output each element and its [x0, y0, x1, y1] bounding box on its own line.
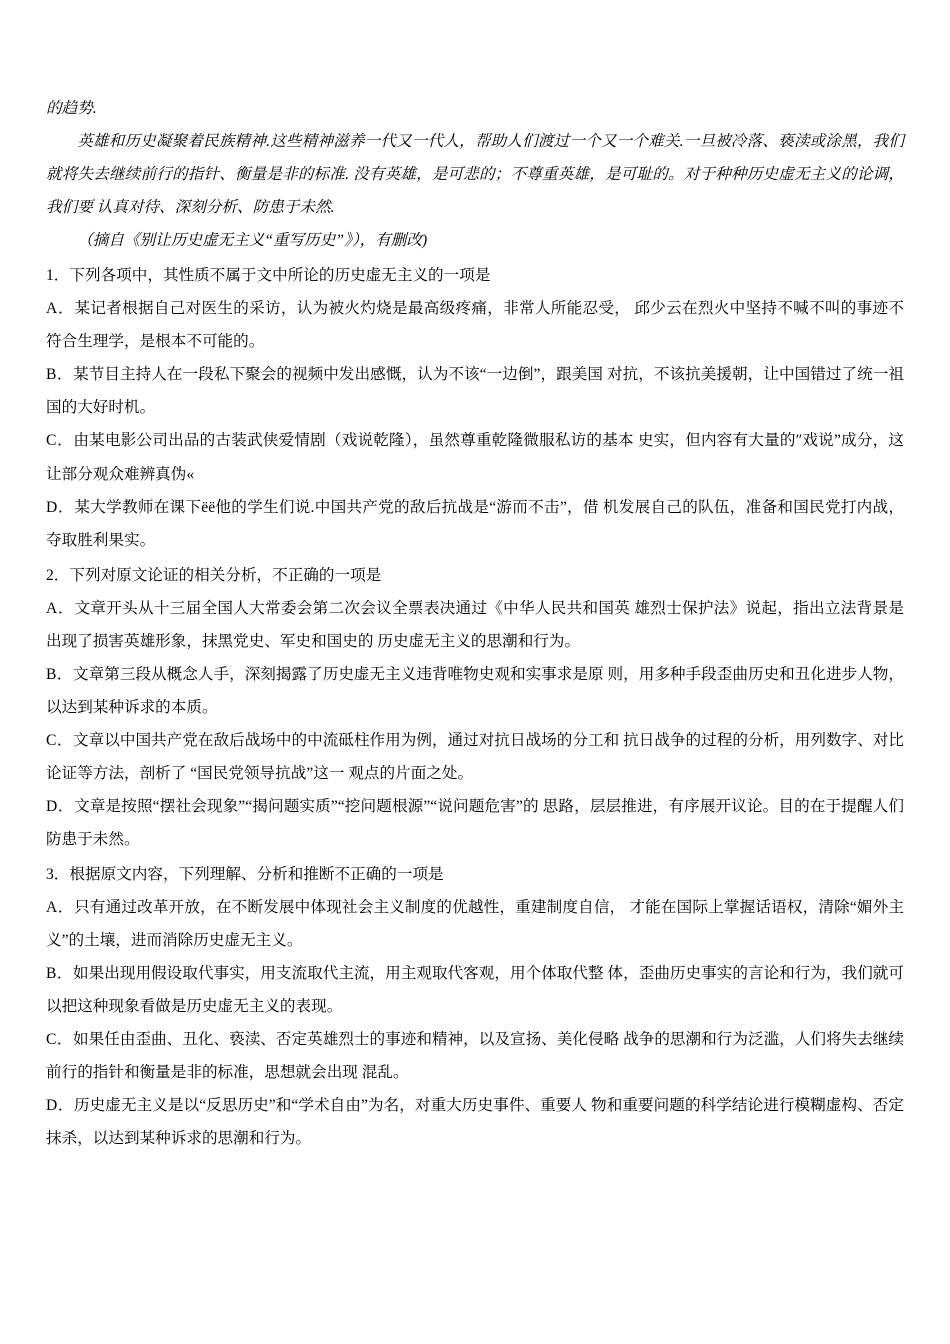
option-label: C． — [46, 731, 74, 749]
question-2-option-a[interactable] — [46, 592, 904, 658]
option-text: 某大学教师在课下ёё他的学生们说.中国共产党的敌后抗战是“游而不击”，借 机发展自己的队伍，准备和国民党打内战，夺取胜利果实。 — [46, 498, 904, 549]
paragraph-trend: 的趋势. — [46, 100, 97, 117]
question-1-option-d[interactable] — [46, 491, 904, 557]
option-label: B． — [46, 965, 74, 983]
option-text: 某节目主持人在一段私下聚会的视频中发出感慨，认为不该“一边倒”，跟美国 对抗，不该抗美援朝，让中国错过了统一祖国的大好时机。 — [46, 366, 905, 417]
option-text: 文章开头从十三届全国人大常委会第二次会议全票表决通过《中华人民共和国英 雄烈士保护法》说起，指出立法背景是出现了损害英雄形象，抹黑党史、军史和国史的 历史虚无主义的思潮和行为。 — [46, 599, 905, 650]
option-label: D． — [46, 797, 75, 815]
option-label: A． — [46, 300, 75, 318]
question-3-option-c[interactable] — [46, 1023, 904, 1089]
question-2-stem: 2．下列对原文论证的相关分析，不正确的一项是 — [46, 566, 382, 584]
option-text: 如果出现用假设取代事实，用支流取代主流，用主观取代客观，用个体取代整 体，歪曲历史事实的言论和行为，我们就可以把这种现象看做是历史虚无主义的表现。 — [46, 965, 905, 1016]
question-2-option-b[interactable] — [46, 658, 904, 724]
option-label: D． — [46, 1097, 74, 1115]
option-text: 如果任由歪曲、丑化、亵渎、否定英雄烈士的事迹和精神，以及宣扬、美化侵略 战争的思潮和行为泛滥，人们将失去继续前行的指针和衡量是非的标准，思想就会出现 混乱。 — [46, 1031, 905, 1082]
option-text: 由某电影公司出品的古装武侠爱情剧（戏说乾隆），虽然尊重乾隆微服私访的基本 史实，但内容有大量的″戏说”成分，这让部分观众难辨真伪« — [46, 432, 904, 483]
option-text: 文章是按照“摆社会现象”“揭问题实质”“挖问题根源”“说问题危害”的 思路，层层推进，有序展开议论。目的在于提醒人们防患于未然。 — [46, 797, 904, 849]
question-2-option-c[interactable] — [46, 724, 904, 790]
option-text: 历史虚无主义是以“反思历史”和“学术自由”为名，对重大历史事件、重要人 物和重要问题的科学结论进行模糊虚构、否定抹杀，以达到某种诉求的思潮和行为。 — [46, 1097, 905, 1148]
paragraph-source: （摘自《别让历史虚无主义“重写历史”》），有删改) — [77, 232, 428, 250]
question-3-option-b[interactable] — [46, 957, 904, 1023]
document-body — [46, 92, 904, 1156]
question-3-option-a[interactable] — [46, 891, 904, 957]
question-1-stem: 1．下列各项中，其性质不属于文中所论的历史虚无主义的一项是 — [46, 267, 491, 285]
option-label: C． — [46, 432, 74, 450]
option-label: D． — [46, 498, 75, 516]
paragraph-hero: 英雄和历史凝聚着民族精神.这些精神滋养一代又一代人，帮助人们渡过一个又一个难关.一旦被冷落、亵渎或涂黑，我们就将失去继续前行的指针、衡量是非的标准. 没有英雄，是可悲的；不尊重英雄，是可耻的。对于种种历史虚无主义的论调，我们要 认真对待、深刻分析、防患于未然. — [46, 133, 904, 217]
option-label: A． — [46, 899, 75, 917]
option-label: B． — [46, 366, 74, 384]
option-label: A． — [46, 599, 75, 617]
question-2-option-d[interactable] — [46, 790, 904, 856]
question-3-option-d[interactable] — [46, 1089, 904, 1155]
question-1-option-c[interactable] — [46, 424, 904, 490]
option-text: 只有通过改革开放，在不断发展中体现社会主义制度的优越性，重建制度自信， 才能在国际上掌握话语权，清除“媚外主义”的土壤，进而消除历史虚无主义。 — [46, 899, 904, 950]
option-text: 文章以中国共产党在敌后战场中的中流砥柱作用为例，通过对抗日战场的分工和 抗日战争的过程的分析，用列数字、对比论证等方法，剖析了 “国民党领导抗战”这一 观点的片面之处。 — [46, 731, 905, 782]
question-1-option-b[interactable] — [46, 358, 904, 424]
option-label: C． — [46, 1031, 74, 1049]
question-1-option-a[interactable] — [46, 292, 904, 358]
option-text: 文章第三段从概念人手，深刻揭露了历史虚无主义违背唯物史观和实事求是原 则，用多种手段歪曲历史和丑化进步人物，以达到某种诉求的本质。 — [46, 665, 905, 716]
question-3-stem: 3．根据原文内容，下列理解、分析和推断不正确的一项是 — [46, 866, 444, 884]
option-text: 某记者根据自己对医生的采访，认为被火灼烧是最高级疼痛，非常人所能忍受， 邱少云在烈火中坚持不喊不叫的事迹不符合生理学，是根本不可能的。 — [46, 300, 905, 351]
option-label: B． — [46, 665, 74, 683]
